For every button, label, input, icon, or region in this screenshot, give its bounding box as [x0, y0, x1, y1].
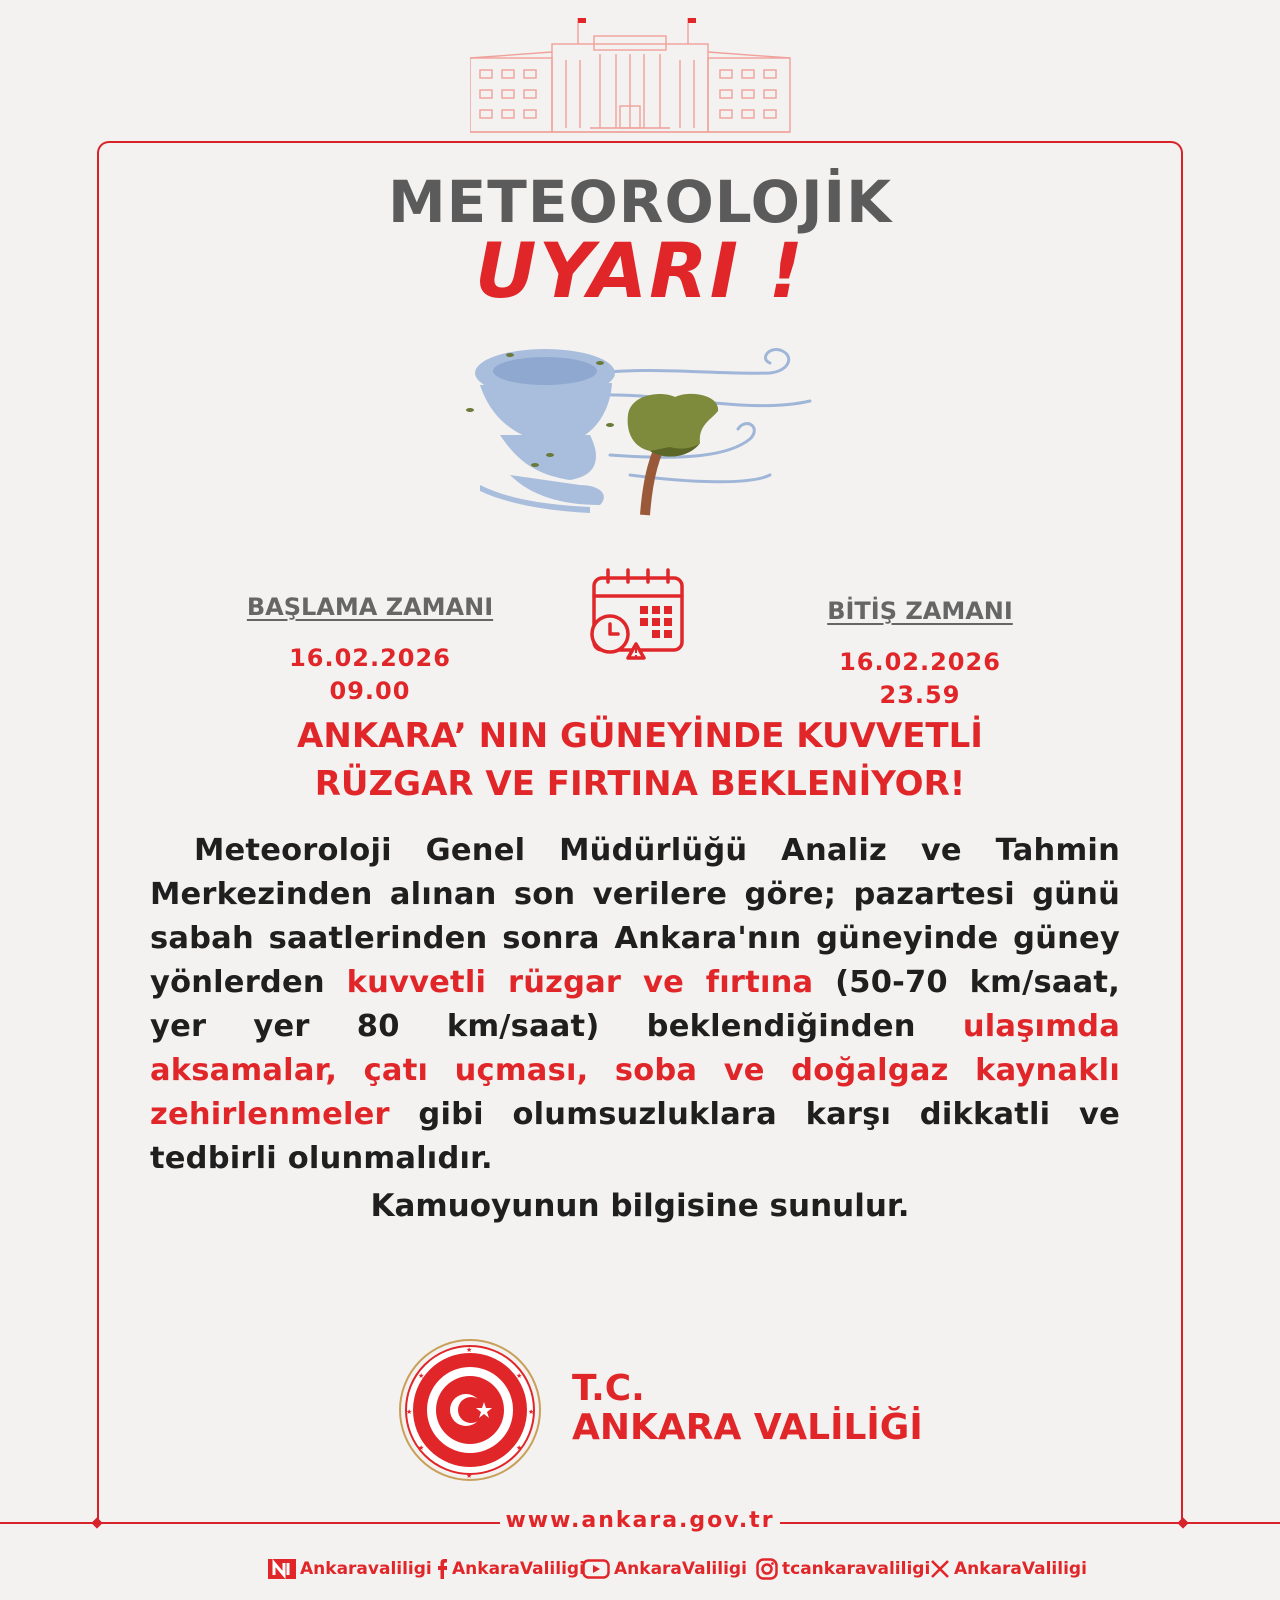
org-name-ankara-governorship: ANKARA VALİLİĞİ [572, 1407, 923, 1448]
governorship-seal-logo [398, 1338, 542, 1482]
footer-divider-right [780, 1522, 1280, 1524]
closing-sentence: Kamuoyunun bilgisine sunulur. [370, 1188, 910, 1224]
paragraph-highlight-risks: ulaşımda aksamalar, çatı uçması, soba ve doğalgaz kaynaklı zehirlenmeler [150, 1009, 1120, 1132]
social-handle: Ankaravaliligi [300, 1559, 432, 1579]
end-date-value: 16.02.2026 [839, 648, 1001, 676]
org-name-tc: T.C. [572, 1368, 645, 1409]
start-time-value: 09.00 [329, 677, 411, 705]
social-handle: tcankaravaliligi [782, 1559, 931, 1579]
svg-text:★: ★ [528, 1408, 535, 1416]
title-warning: UYARI ! [474, 226, 806, 315]
headline-line-1: ANKARA’ NIN GÜNEYİNDE KUVVETLİ [297, 716, 983, 756]
instagram-icon [756, 1558, 778, 1580]
end-time-label: BİTİŞ ZAMANI [827, 597, 1013, 625]
social-handle: AnkaraValiligi [954, 1559, 1087, 1579]
social-facebook[interactable] [436, 1555, 585, 1583]
footer-divider-left [0, 1522, 500, 1524]
announcement-paragraph [150, 829, 1120, 1181]
nsosyal-icon [268, 1559, 296, 1579]
youtube-icon [582, 1559, 610, 1579]
paragraph-highlight-wind: kuvvetli rüzgar ve fırtına [346, 965, 814, 1000]
headline-line-2: RÜZGAR VE FIRTINA BEKLENİYOR! [314, 764, 966, 804]
svg-text:★: ★ [418, 1372, 425, 1380]
svg-text:★: ★ [466, 1346, 473, 1354]
svg-text:★: ★ [406, 1408, 413, 1416]
paragraph-part-3: gibi olumsuzluklara karşı dikkatli ve tedbirli olunmalıdır. [150, 1097, 1120, 1176]
social-x[interactable] [930, 1555, 1087, 1583]
website-link[interactable]: www.ankara.gov.tr [505, 1508, 775, 1533]
start-time-label: BAŞLAMA ZAMANI [246, 593, 494, 621]
start-date-value: 16.02.2026 [289, 644, 451, 672]
x-icon [930, 1559, 950, 1579]
social-youtube[interactable] [582, 1555, 747, 1583]
facebook-icon [436, 1559, 448, 1579]
svg-text:★: ★ [466, 1472, 473, 1480]
social-instagram[interactable] [756, 1555, 930, 1583]
social-handle: AnkaraValiligi [452, 1559, 585, 1579]
social-nsosyal[interactable] [268, 1555, 432, 1583]
title-meteorological: METEOROLOJİK [387, 168, 893, 236]
paragraph-part-1: Meteoroloji Genel Müdürlüğü Analiz ve Tahmin Merkezinden alınan son verilere göre; pazartesi günü sabah saatlerinden sonra Ankara'nın güneyinde güney yönlerden [150, 833, 1120, 1000]
svg-text:★: ★ [516, 1372, 523, 1380]
calendar-warning-icon [588, 566, 690, 668]
svg-text:★: ★ [418, 1444, 425, 1452]
storm-illustration [450, 335, 840, 535]
svg-text:★: ★ [516, 1444, 523, 1452]
paragraph-part-2: (50-70 km/saat, yer yer 80 km/saat) beklendiğinden [150, 965, 1120, 1044]
end-time-value: 23.59 [879, 681, 961, 709]
social-handle: AnkaraValiligi [614, 1559, 747, 1579]
governorship-building-illustration [470, 10, 810, 136]
